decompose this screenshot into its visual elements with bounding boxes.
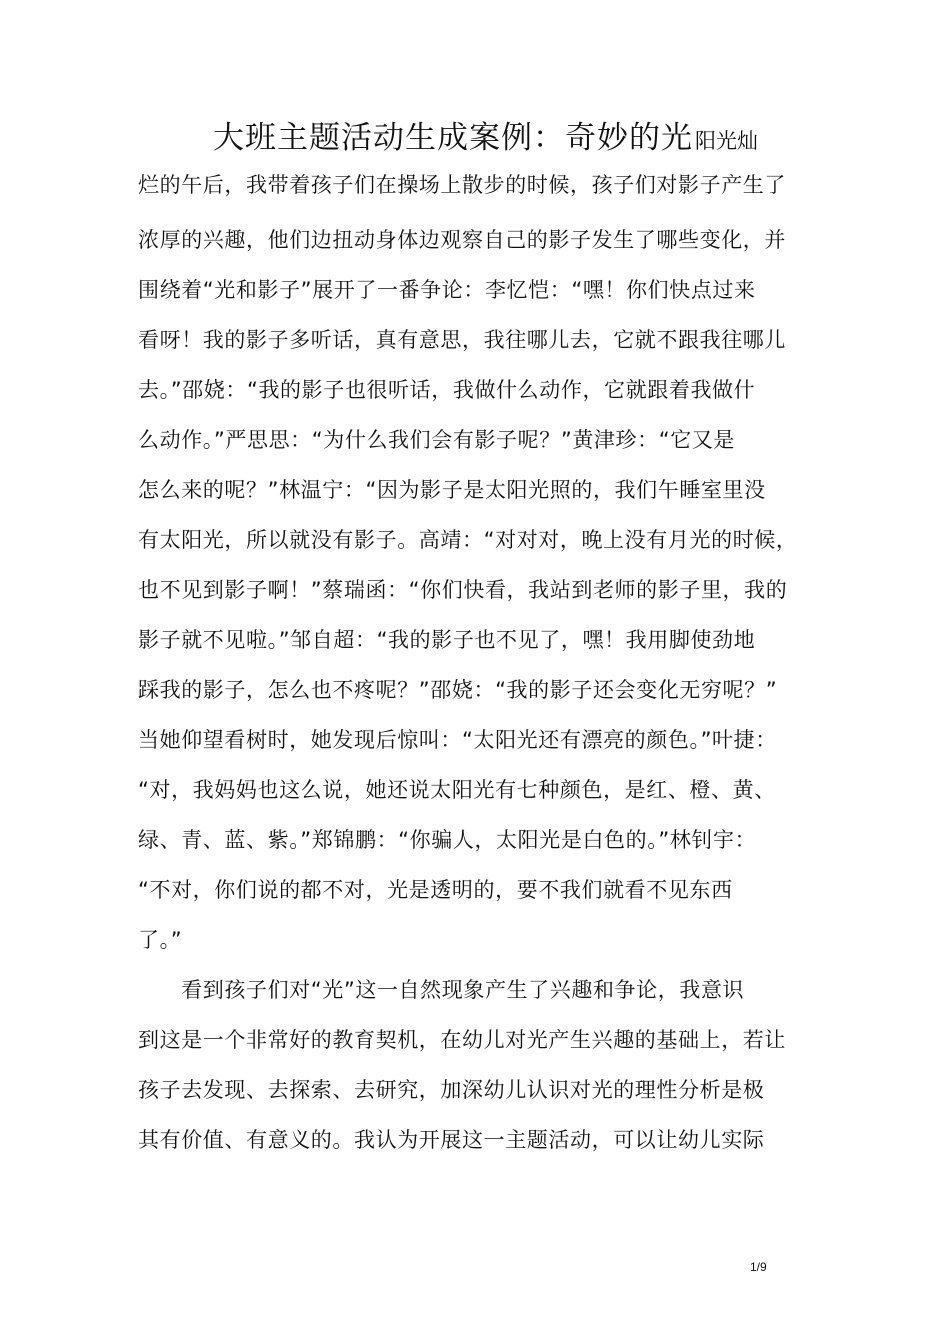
paragraph-line: 踩我的影子，怎么也不疼呢？”邵娆：“我的影子还会变化无穷呢？”	[138, 678, 778, 702]
paragraph-line: 浓厚的兴趣，他们边扭动身体边观察自己的影子发生了哪些变化，并	[138, 228, 786, 252]
paragraph-line: 么动作。”严思思：“为什么我们会有影子呢？”黄津珍：“它又是	[138, 428, 736, 452]
paragraph-line: 了。”	[138, 928, 183, 952]
paragraph-line: “对，我妈妈也这么说，她还说太阳光有七种颜色，是红、橙、黄、	[138, 778, 776, 802]
paragraph-line: 其有价值、有意义的。我认为开展这一主题活动，可以让幼儿实际	[138, 1128, 765, 1152]
paragraph-line: “不对，你们说的都不对，光是透明的，要不我们就看不见东西	[138, 878, 733, 902]
paragraph-line: 绿、青、蓝、紫。”郑锦鹏：“你骗人，太阳光是白色的。”林钊宇：	[138, 828, 757, 852]
paragraph-line: 围绕着“光和影子”展开了一番争论：李忆恺：“嘿！你们快点过来	[138, 278, 756, 302]
paragraph-line: 有太阳光，所以就没有影子。高靖：“对对对，晚上没有月光的时候，	[138, 528, 798, 552]
paragraph-line: 孩子去发现、去探索、去研究，加深幼儿认识对光的理性分析是极	[138, 1078, 765, 1102]
page-number: 1/9	[750, 1260, 767, 1274]
paragraph-line: 到这是一个非常好的教育契机，在幼儿对光产生兴趣的基础上，若让	[138, 1028, 786, 1052]
title-line	[213, 118, 758, 163]
title-trailing-text: 阳光灿	[695, 129, 758, 153]
document-title: 大班主题活动生成案例：奇妙的光	[213, 120, 693, 156]
paragraph-line: 看到孩子们对“光”这一自然现象产生了兴趣和争论，我意识	[138, 978, 745, 1002]
paragraph-line: 去。”邵娆：“我的影子也很听话，我做什么动作，它就跟着我做什	[138, 378, 756, 402]
paragraph-line: 当她仰望看树时，她发现后惊叫：“太阳光还有漂亮的颜色。”叶捷：	[138, 728, 777, 752]
paragraph-line: 烂的午后，我带着孩子们在操场上散步的时候，孩子们对影子产生了	[138, 173, 786, 197]
paragraph-line: 怎么来的呢？”林温宁：“因为影子是太阳光照的，我们午睡室里没	[138, 478, 766, 502]
paragraph-line: 看呀！我的影子多听话，真有意思，我往哪儿去，它就不跟我往哪儿	[138, 328, 786, 352]
paragraph-line: 也不见到影子啊！”蔡瑞函：“你们快看，我站到老师的影子里，我的	[138, 578, 788, 602]
paragraph-line: 影子就不见啦。”邹自超：“我的影子也不见了，嘿！我用脚使劲地	[138, 628, 756, 652]
